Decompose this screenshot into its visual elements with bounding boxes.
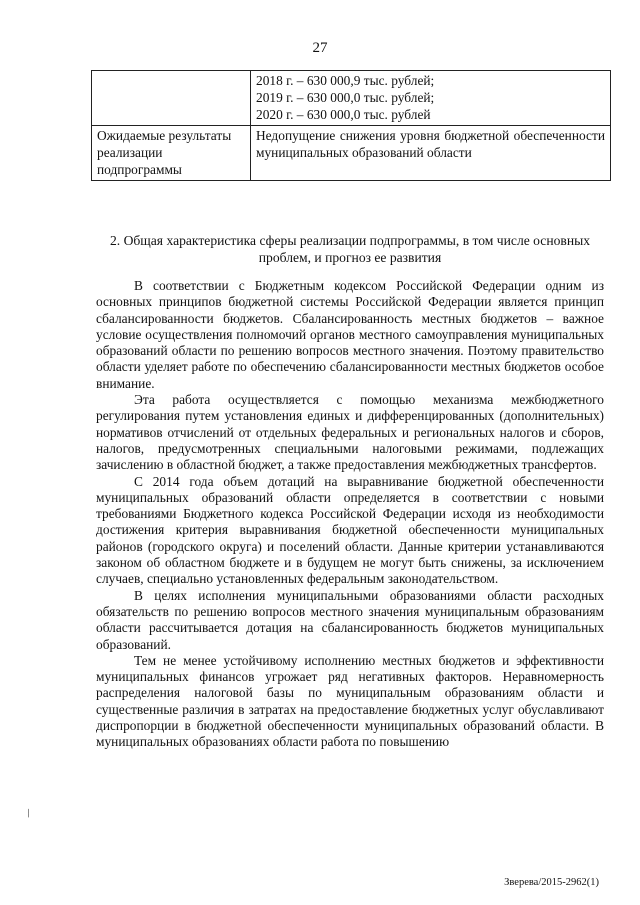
paragraph: Эта работа осуществляется с помощью механизма межбюджетного регулирования путем установления единых и дифференцированных (дополнительных) нормативов отчислений от отдельных федеральных и региональных налогов и сборов, налогов, предусмотренных специальными налоговыми режимами, подлежащих зачислению в областной бюджет, а также предоставления межбюджетных трансфертов. xyxy=(96,392,604,473)
paragraph: В соответствии с Бюджетным кодексом Российской Федерации одним из основных принципов бюджетной системы Российской Федерации является принцип сбалансированности бюджетов. Сбалансированность местных бюджетов – важное условие осуществления полномочий органов местного самоуправления муниципальных образований области по решению вопросов местного значения. Поэтому правительство области уделяет работе по обеспечению сбалансированности местных бюджетов особое внимание. xyxy=(96,278,604,391)
section-heading: 2. Общая характеристика сферы реализации подпрограммы, в том числе основных проблем, и прогноз ее развития xyxy=(109,233,591,265)
funding-line: 2018 г. – 630 000,9 тыс. рублей; xyxy=(256,73,435,88)
margin-pen-mark: / xyxy=(24,805,33,821)
document-footer-id: Зверева/2015-2962(1) xyxy=(504,877,599,888)
table-row xyxy=(92,126,611,181)
paragraph: С 2014 года объем дотаций на выравнивание бюджетной обеспеченности муниципальных образований области определяется в соответствии с новыми требованиями Бюджетного кодекса Российской Федерации исходя из необходимости достижения критерия выравнивания бюджетной обеспеченности муниципальных районов (городского округа) и поселений области. Данные критерии устанавливаются законом об областном бюджете и в будущем не могут быть снижены, за исключением случаев, специально установленных федеральным законодательством. xyxy=(96,473,604,587)
table-row xyxy=(92,71,611,126)
funding-line: 2019 г. – 630 000,0 тыс. рублей; xyxy=(256,90,435,105)
table-cell-value xyxy=(251,71,611,126)
body-text xyxy=(96,278,604,751)
table-cell-label: Ожидаемые результаты реализации подпрограммы xyxy=(92,126,251,181)
program-info-table xyxy=(91,70,611,181)
funding-line: 2020 г. – 630 000,0 тыс. рублей xyxy=(256,107,431,122)
table-cell-value: Недопущение снижения уровня бюджетной обеспеченности муниципальных образований области xyxy=(251,126,611,181)
paragraph: Тем не менее устойчивому исполнению местных бюджетов и эффективности муниципальных финансов угрожает ряд негативных факторов. Неравномерность распределения налоговой базы по муниципальным образованиям области и существенные различия в затратах на предоставление бюджетных услуг обуславливают диспропорции в бюджетной обеспеченности муниципальных образований области. В муниципальных образованиях области работа по повышению xyxy=(96,652,604,750)
table-cell-label xyxy=(92,71,251,126)
paragraph: В целях исполнения муниципальными образованиями области расходных обязательств по решению вопросов местного значения муниципальным образованиям области рассчитывается дотация на сбалансированность бюджетов муниципальных образований. xyxy=(96,587,604,652)
page-number: 27 xyxy=(312,40,328,56)
